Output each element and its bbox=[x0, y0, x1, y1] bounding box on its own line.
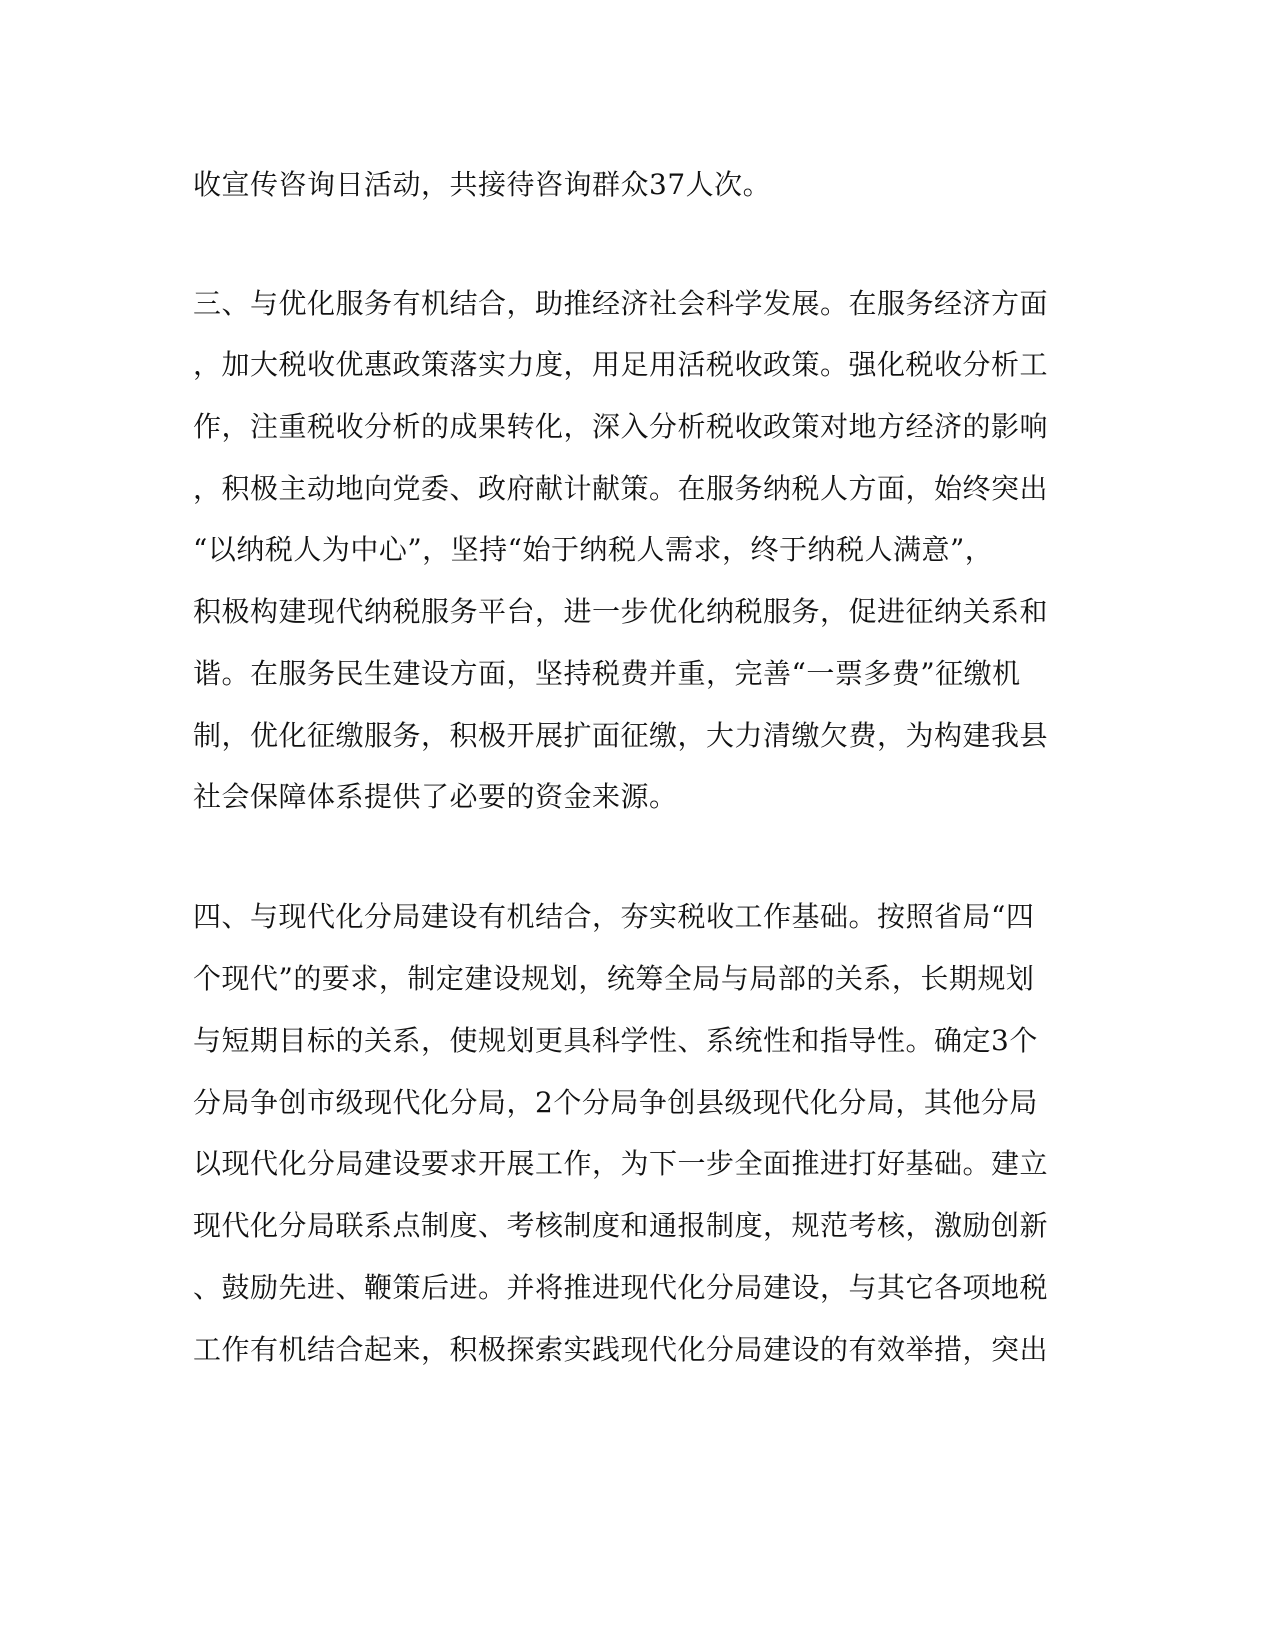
paragraph-2-line-2: ，加大税收优惠政策落实力度，用足用活税收政策。强化税收分析工 bbox=[193, 348, 1049, 381]
paragraph-2-line-7: 谐。在服务民生建设方面，坚持税费并重，完善“一票多费”征缴机 bbox=[193, 657, 1021, 690]
paragraph-3-line-8: 工作有机结合起来，积极探索实践现代化分局建设的有效举措，突出 bbox=[193, 1333, 1049, 1366]
paragraph-3-line-3: 与短期目标的关系，使规划更具科学性、系统性和指导性。确定3个 bbox=[193, 1024, 1038, 1057]
paragraph-3-line-1: 四、与现代化分局建设有机结合，夯实税收工作基础。按照省局“四 bbox=[193, 900, 1035, 933]
paragraph-1-line-1: 收宣传咨询日活动，共接待咨询群众37人次。 bbox=[193, 168, 772, 201]
paragraph-2-line-1: 三、与优化服务有机结合，助推经济社会科学发展。在服务经济方面 bbox=[193, 287, 1049, 320]
paragraph-2-line-8: 制，优化征缴服务，积极开展扩面征缴，大力清缴欠费，为构建我县 bbox=[193, 719, 1049, 752]
paragraph-3-line-2: 个现代”的要求，制定建设规划，统筹全局与局部的关系，长期规划 bbox=[193, 962, 1035, 995]
paragraph-3-line-6: 现代化分局联系点制度、考核制度和通报制度，规范考核，激励创新 bbox=[193, 1209, 1049, 1242]
paragraph-2-line-3: 作，注重税收分析的成果转化，深入分析税收政策对地方经济的影响 bbox=[193, 410, 1049, 443]
paragraph-2-line-5: “以纳税人为中心”，坚持“始于纳税人需求，终于纳税人满意”， bbox=[193, 533, 994, 566]
paragraph-2-line-9: 社会保障体系提供了必要的资金来源。 bbox=[193, 780, 678, 813]
paragraph-2-line-6: 积极构建现代纳税服务平台，进一步优化纳税服务，促进征纳关系和 bbox=[193, 595, 1049, 628]
paragraph-3-line-7: 、鼓励先进、鞭策后进。并将推进现代化分局建设，与其它各项地税 bbox=[193, 1271, 1049, 1304]
paragraph-3-line-5: 以现代化分局建设要求开展工作，为下一步全面推进打好基础。建立 bbox=[193, 1147, 1049, 1180]
paragraph-2-line-4: ，积极主动地向党委、政府献计献策。在服务纳税人方面，始终突出 bbox=[193, 472, 1049, 505]
paragraph-3-line-4: 分局争创市级现代化分局，2个分局争创县级现代化分局，其他分局 bbox=[193, 1086, 1038, 1119]
